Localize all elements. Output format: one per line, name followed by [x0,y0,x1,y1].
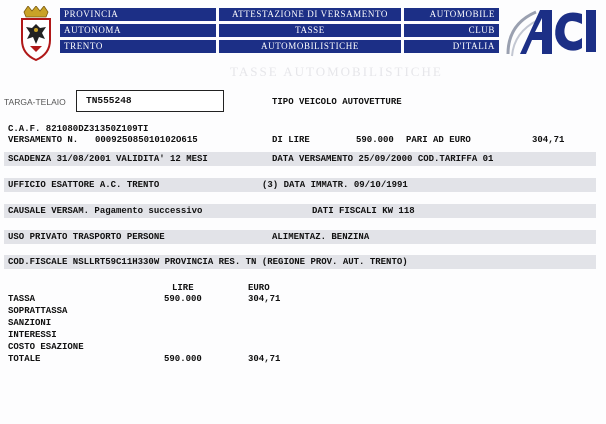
total-row-euro: 304,71 [248,294,281,304]
header-trento: TRENTO [60,40,216,53]
alimentaz-text: ALIMENTAZ. BENZINA [272,232,370,242]
versamento-number: 000925085010102O615 [95,135,198,145]
total-row-label: TOTALE [8,354,41,364]
header-left-column [60,8,216,56]
scadenza-text: SCADENZA 31/08/2001 VALIDITA' 12 MESI [8,154,208,164]
total-row-label: SANZIONI [8,318,52,328]
targa-label: TARGA-TELAIO [4,97,66,107]
watermark-text: TASSE AUTOMOBILISTICHE [230,64,443,79]
header-automobile: AUTOMOBILE [404,8,499,21]
total-row-lire: 590.000 [164,354,202,364]
total-row-label: COSTO ESAZIONE [8,342,84,352]
total-row-label: TASSA [8,294,36,304]
header-automobilistiche: AUTOMOBILISTICHE [219,40,401,53]
ufficio-text: UFFICIO ESATTORE A.C. TRENTO [8,180,160,190]
header-right-column [404,8,499,56]
cod-fiscale-text: COD.FISCALE NSLLRT59C11H330W PROVINCIA RES. TN (REGIONE PROV. AUT. TRENTO) [8,257,408,267]
immatr-text: (3) DATA IMMATR. 09/10/1991 [262,180,408,190]
col-header-lire: LIRE [172,283,194,293]
header-middle-column [219,8,401,56]
causale-text: CAUSALE VERSAM. Pagamento successivo [8,206,203,216]
trento-coat-of-arms-icon [18,6,54,62]
header-club: CLUB [404,24,499,37]
total-row-euro: 304,71 [248,354,281,364]
caf-code: C.A.F. 821080DZ31350Z109TI [8,124,149,134]
lire-amount: 590.000 [356,135,394,145]
header-autonoma: AUTONOMA [60,24,216,37]
total-row-label: SOPRATTASSA [8,306,68,316]
header-ditalia: D'ITALIA [404,40,499,53]
data-versamento-text: DATA VERSAMENTO 25/09/2000 COD.TARIFFA 01 [272,154,494,164]
dati-fiscali-text: DATI FISCALI KW 118 [312,206,415,216]
versamento-label: VERSAMENTO N. [8,135,79,145]
col-header-euro: EURO [248,283,270,293]
uso-text: USO PRIVATO TRASPORTO PERSONE [8,232,165,242]
tipo-veicolo: TIPO VEICOLO AUTOVETTURE [272,97,402,107]
aci-logo-icon [506,4,598,62]
lire-label: DI LIRE [272,135,310,145]
total-row-lire: 590.000 [164,294,202,304]
header-tasse: TASSE [219,24,401,37]
targa-value: TN555248 [76,90,224,112]
euro-label: PARI AD EURO [406,135,471,145]
header-provincia: PROVINCIA [60,8,216,21]
header-attestazione: ATTESTAZIONE DI VERSAMENTO [219,8,401,21]
euro-amount: 304,71 [532,135,565,145]
total-row-label: INTERESSI [8,330,57,340]
